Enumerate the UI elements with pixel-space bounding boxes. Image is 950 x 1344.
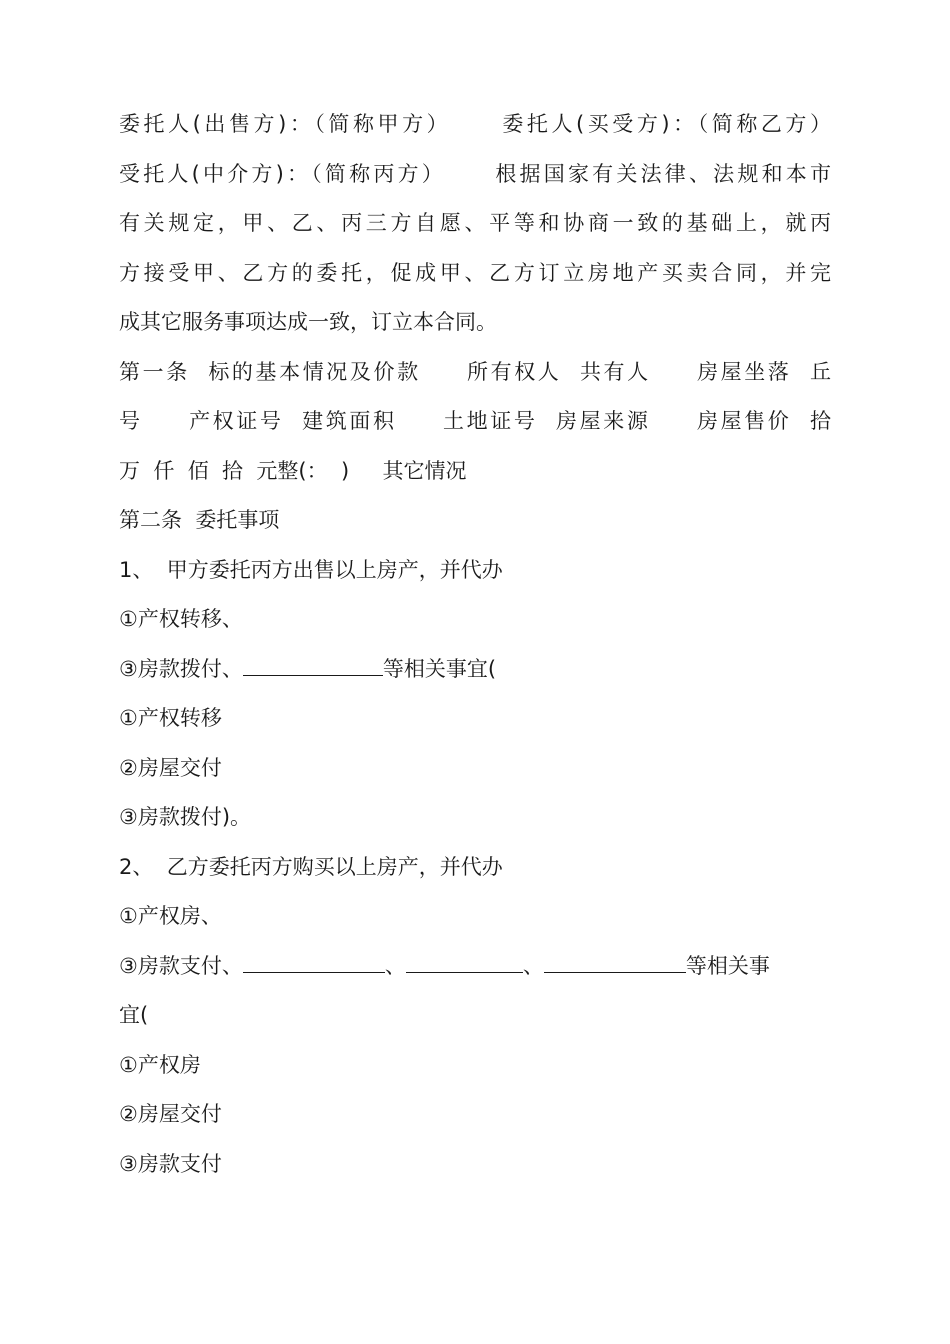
text-line: 万 仟 佰 拾 元整(： ) 其它情况 bbox=[119, 458, 467, 483]
list-item: ②房屋交付 bbox=[119, 755, 222, 780]
list-item: ③房款支付 bbox=[119, 1151, 222, 1176]
list-item: ①产权转移 bbox=[119, 706, 222, 730]
text-line: 成其它服务事项达成一致，订立本合同。 bbox=[119, 310, 497, 334]
list-item-text: 等相关事宜( bbox=[382, 656, 497, 681]
list-item-text: 等相关事 bbox=[685, 953, 770, 978]
article-heading: 第二条 委托事项 bbox=[119, 508, 280, 532]
fill-in-blank[interactable] bbox=[243, 657, 383, 676]
fill-in-blank[interactable] bbox=[544, 954, 686, 973]
list-item-text: ③房款支付、 bbox=[119, 953, 243, 978]
list-item-with-blanks bbox=[119, 942, 831, 992]
text-line: 1、 甲方委托丙方出售以上房产，并代办 bbox=[119, 557, 503, 582]
list-item: ①产权转移、 bbox=[119, 607, 243, 631]
document-body bbox=[119, 100, 831, 1189]
list-item-text: 、 bbox=[522, 953, 544, 978]
fill-in-blank[interactable] bbox=[406, 954, 523, 973]
list-item-with-blank bbox=[119, 645, 831, 695]
list-item: ①产权房、 bbox=[119, 904, 222, 928]
list-item-text: ③房款拨付、 bbox=[119, 656, 243, 681]
text-line: 宜( bbox=[119, 1003, 149, 1027]
text-line: 2、 乙方委托丙方购买以上房产，并代办 bbox=[119, 854, 503, 879]
text-line: 受托人(中介方)：（简称丙方） 根据国家有关法律、法规和本市 bbox=[119, 161, 831, 186]
text-line: 有关规定，甲、乙、丙三方自愿、平等和协商一致的基础上，就丙 bbox=[119, 211, 831, 235]
text-line: 号 产权证号 建筑面积 土地证号 房屋来源 房屋售价 拾 bbox=[119, 409, 831, 433]
list-item: ①产权房 bbox=[119, 1052, 201, 1077]
fill-in-blank[interactable] bbox=[243, 954, 385, 973]
text-line: 第一条 标的基本情况及价款 所有权人 共有人 房屋坐落 丘 bbox=[119, 359, 831, 384]
list-item: ③房款拨付)。 bbox=[119, 805, 252, 829]
text-line: 委托人(出售方)：（简称甲方） 委托人(买受方)：（简称乙方） bbox=[119, 112, 831, 136]
list-item-text: 、 bbox=[384, 953, 406, 978]
list-item: ②房屋交付 bbox=[119, 1102, 222, 1126]
text-line: 方接受甲、乙方的委托，促成甲、乙方订立房地产买卖合同，并完 bbox=[119, 260, 831, 285]
